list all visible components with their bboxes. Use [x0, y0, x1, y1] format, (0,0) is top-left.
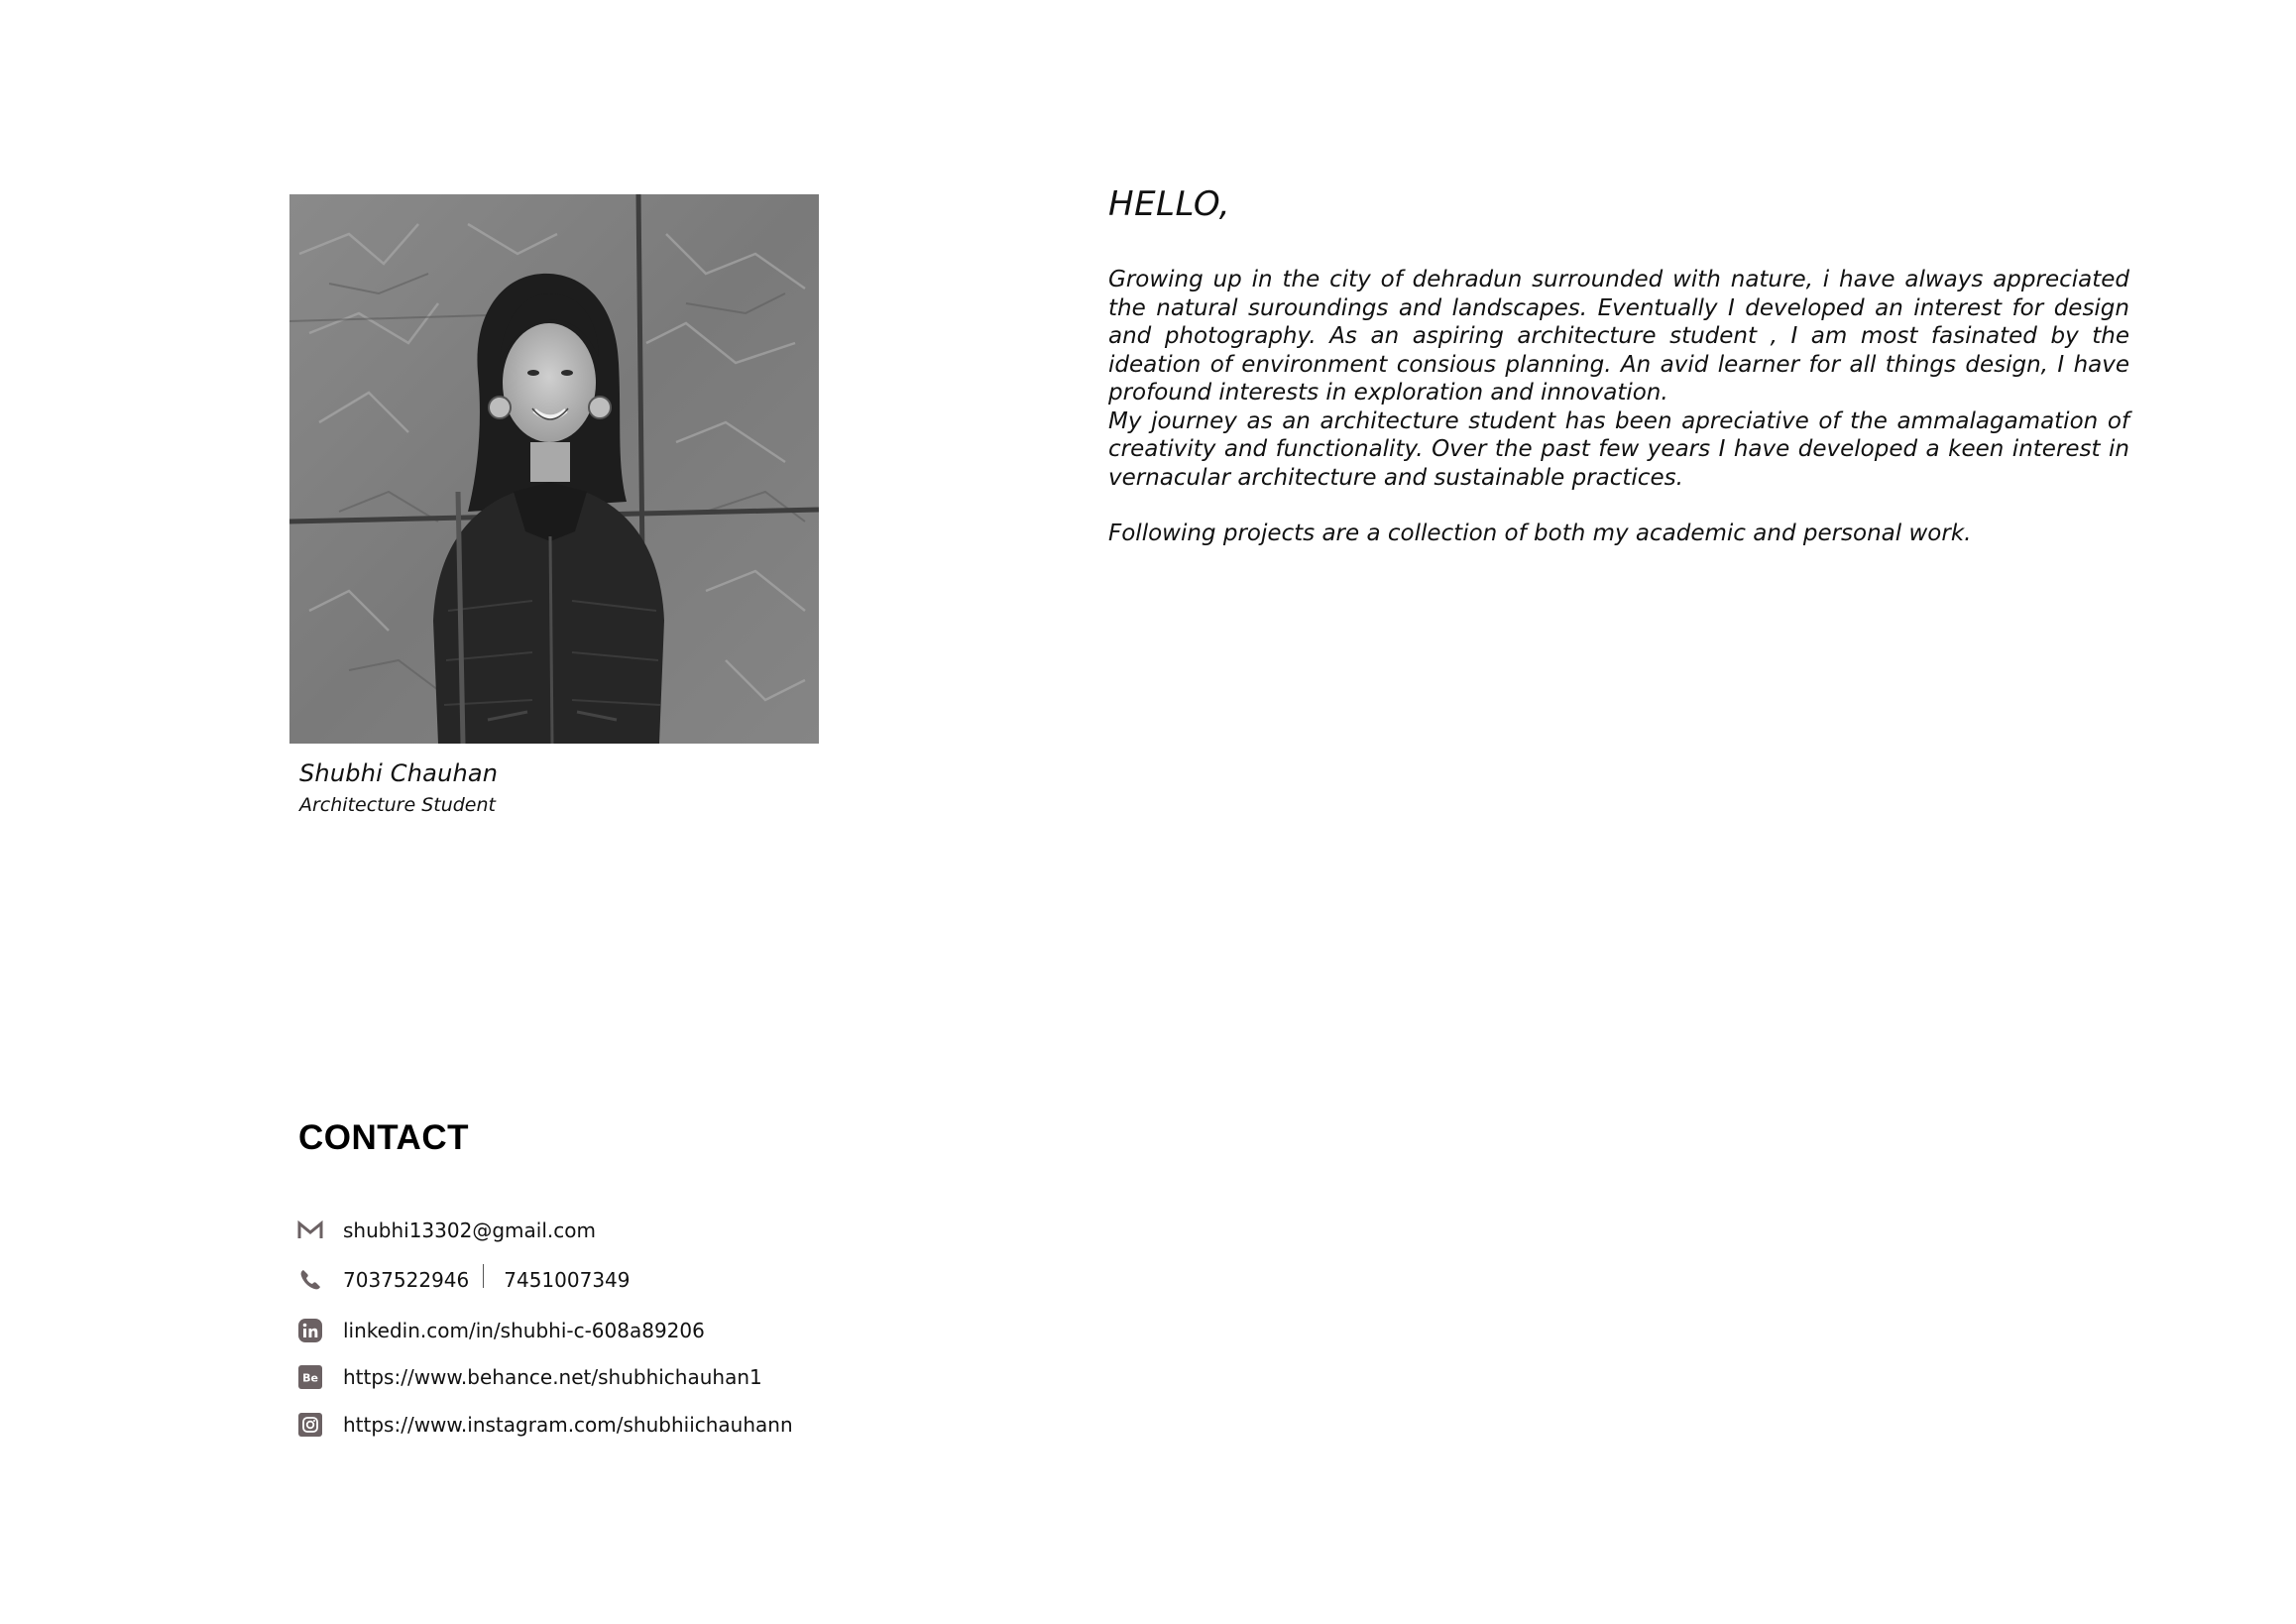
contact-phone-2[interactable]: 7451007349	[504, 1268, 631, 1292]
greeting-heading: HELLO,	[1108, 184, 1231, 224]
phone-divider	[483, 1264, 484, 1288]
bio-paragraph: Growing up in the city of dehradun surrounded with nature, i have always appreciated the natural suroundings and landscapes. Eventually I developed an interest for design and photography. As an aspiring architecture student , I am most fasinated by the ideation of environment consious planning. An avid learner for all things design, I have profound interests in exploration and innovation.	[1108, 267, 2129, 406]
profile-photo	[289, 194, 819, 744]
profile-role: Architecture Student	[299, 794, 496, 816]
contact-instagram-row[interactable]	[297, 1410, 793, 1440]
phone-icon	[297, 1267, 323, 1293]
contact-heading: CONTACT	[298, 1118, 469, 1157]
contact-behance-row[interactable]	[297, 1362, 762, 1392]
behance-icon	[297, 1364, 323, 1390]
mail-icon	[297, 1218, 323, 1243]
contact-instagram[interactable]: https://www.instagram.com/shubhiichauhann	[343, 1413, 793, 1437]
contact-behance[interactable]: https://www.behance.net/shubhichauhan1	[343, 1365, 762, 1389]
contact-email[interactable]: shubhi13302@gmail.com	[343, 1218, 596, 1242]
bio-paragraph: My journey as an architecture student has been apreciative of the ammalagamation of creativity and functionality. Over the past few years I have developed a keen interest in vernacular architecture and sustainable practices.	[1108, 407, 2129, 491]
instagram-icon	[297, 1412, 323, 1438]
linkedin-icon	[297, 1318, 323, 1343]
svg-text:Be: Be	[302, 1371, 318, 1385]
contact-linkedin-row[interactable]	[297, 1316, 705, 1345]
contact-phone-1[interactable]: 7037522946	[343, 1268, 470, 1292]
contact-email-row[interactable]	[297, 1216, 596, 1245]
portrait-illustration	[289, 194, 819, 744]
bio-text	[1108, 266, 2129, 548]
profile-name: Shubhi Chauhan	[299, 759, 499, 787]
bio-paragraph: Following projects are a collection of both my academic and personal work.	[1108, 521, 1972, 546]
contact-linkedin[interactable]: linkedin.com/in/shubhi-c-608a89206	[343, 1319, 705, 1342]
contact-phone-row	[297, 1265, 631, 1295]
